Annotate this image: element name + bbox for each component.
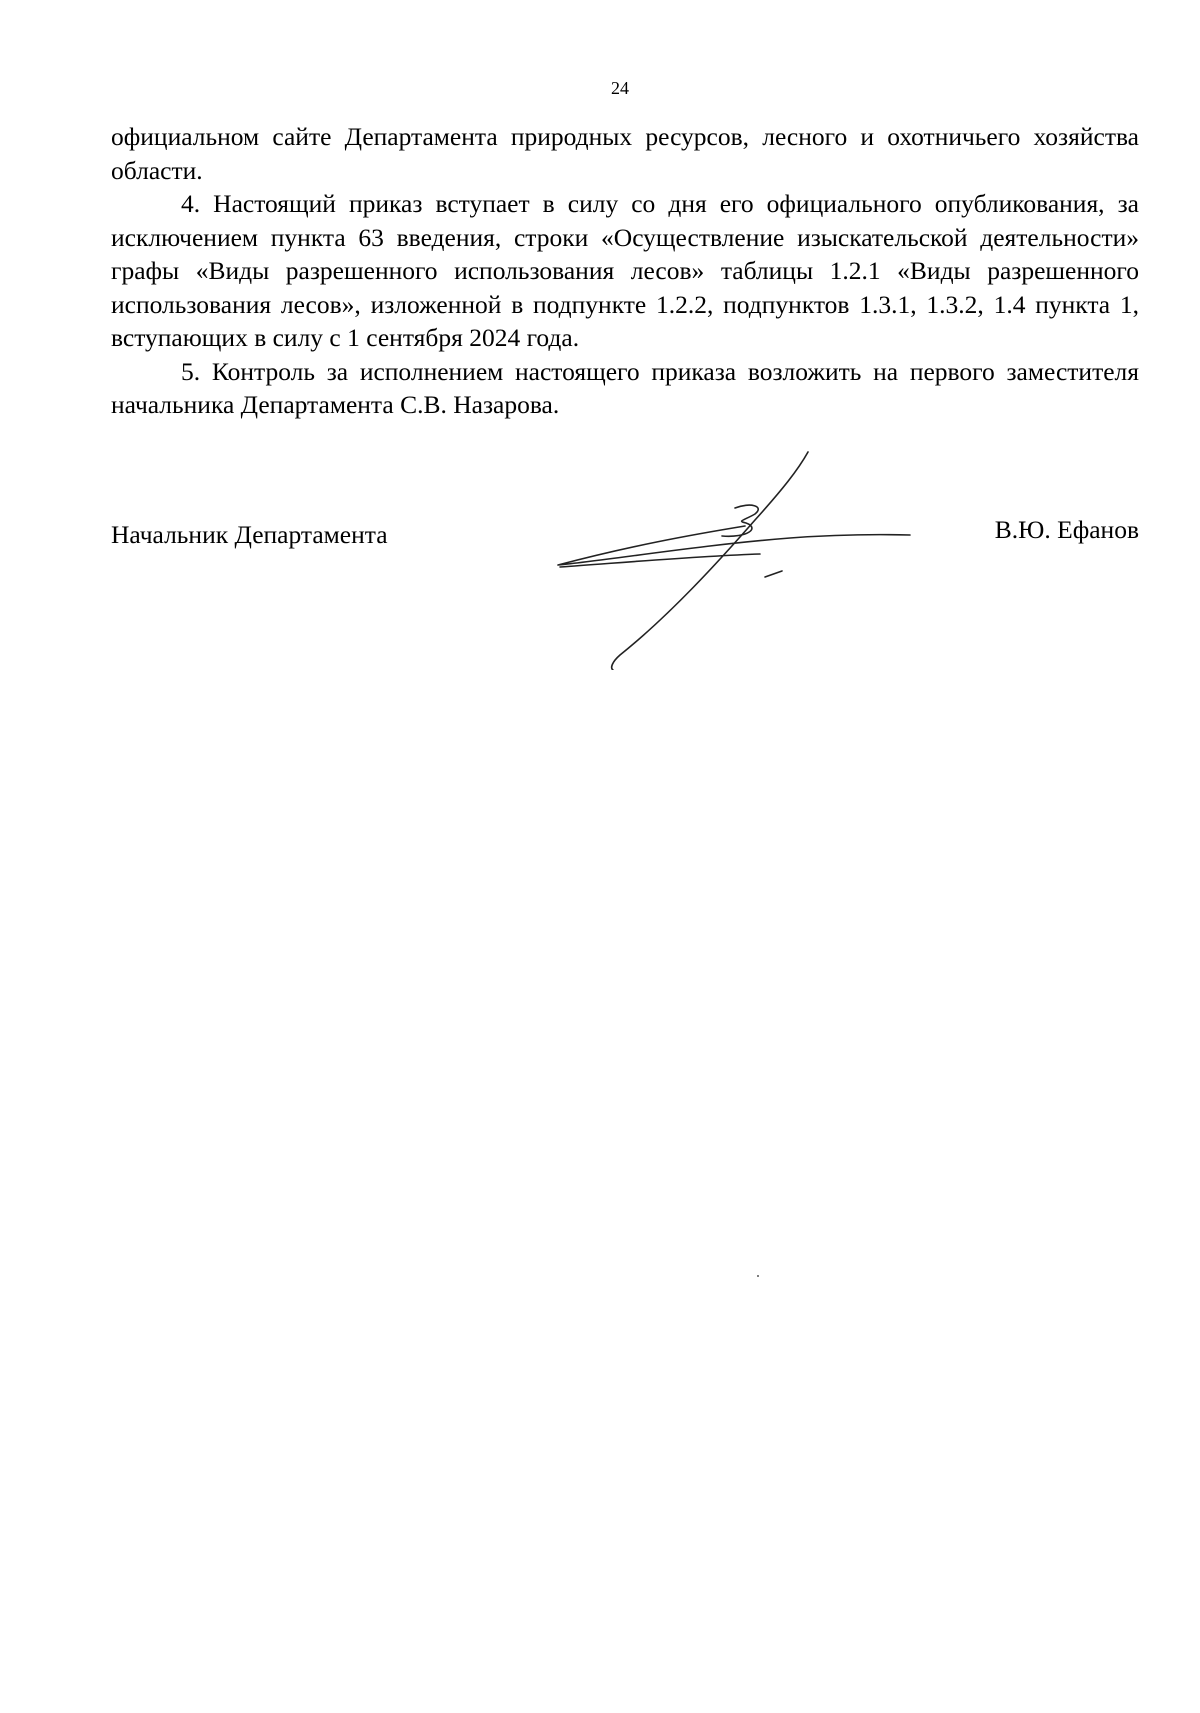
page-number: 24 (611, 78, 629, 98)
paragraph-continuation: официальном сайте Департамента природных ресурсов, лесного и охотничьего хозяйства области. (111, 122, 1139, 185)
signatory-title: Начальник Департамента (111, 520, 388, 549)
paragraph-item-4: 4. Настоящий приказ вступает в силу со дня его официального опубликования, за исключением пункта 63 введения, строки «Осуществление изыскательской деятельности» графы «Виды разрешенного использования лесов» таблицы 1.2.1 «Виды разрешенного использования лесов», изложенной в подпункте 1.2.2, подпунктов 1.3.1, 1.3.2, 1.4 пункта 1, вступающих в силу с 1 сентября 2024 года. (111, 189, 1139, 352)
handwritten-signature (550, 450, 930, 670)
signatory-name: В.Ю. Ефанов (994, 515, 1139, 544)
paragraph-item-5: 5. Контроль за исполнением настоящего приказа возложить на первого заместителя начальника Департамента С.В. Назарова. (111, 356, 1139, 419)
document-body (111, 120, 1139, 422)
scan-speck (757, 1275, 759, 1277)
